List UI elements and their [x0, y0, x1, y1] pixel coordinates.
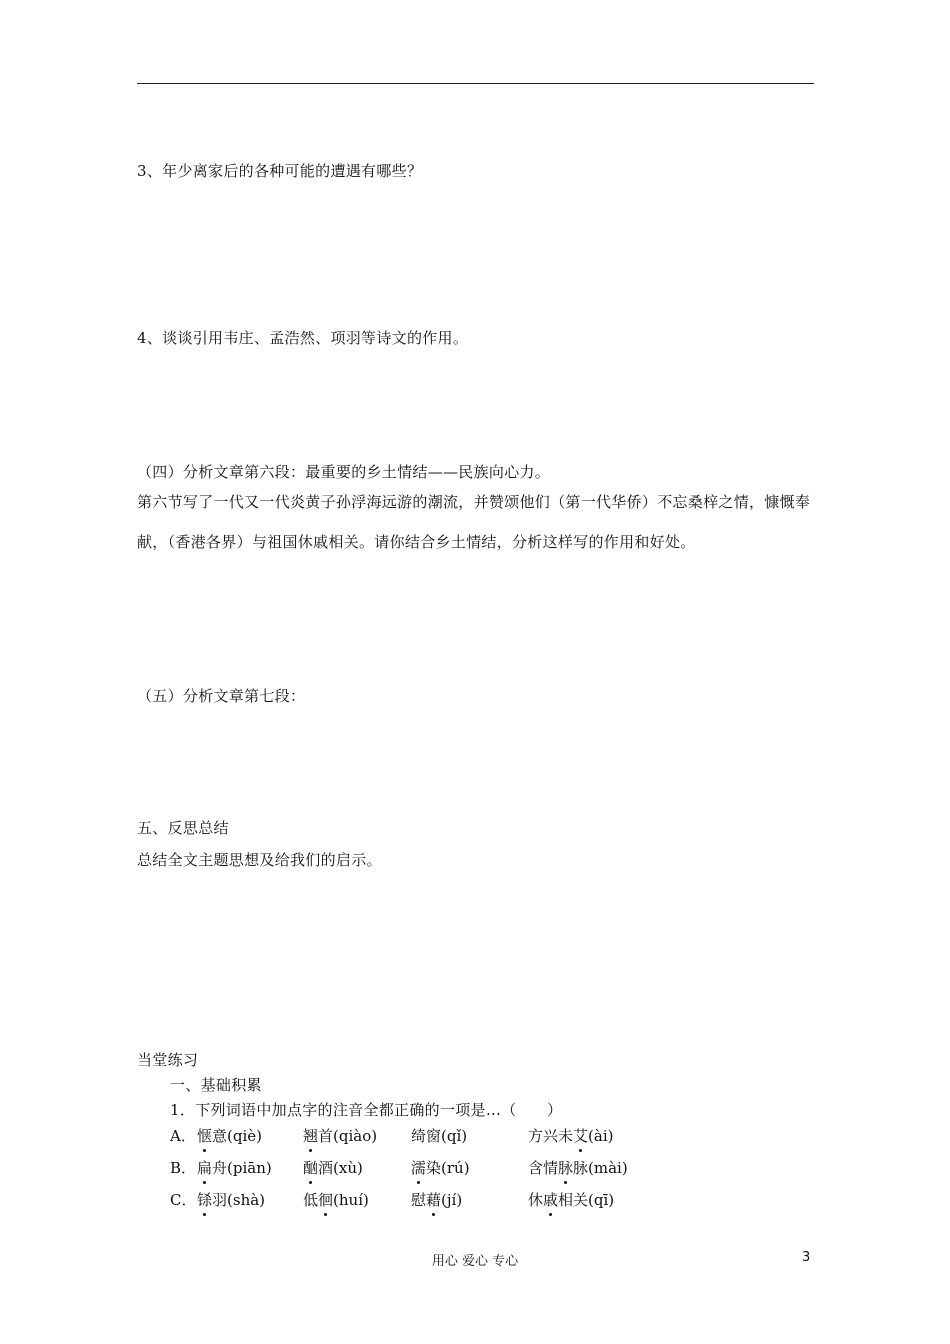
option-term: 铩羽(shà) — [197, 1191, 266, 1209]
option-term: 翘首(qiào) — [303, 1127, 378, 1145]
dotted-character: 酗 — [303, 1159, 319, 1177]
dotted-character: 惬 — [197, 1127, 213, 1145]
option-term: 惬意(qiè) — [197, 1127, 262, 1145]
question-3: 3、年少离家后的各种可能的遭遇有哪些？ — [137, 162, 423, 180]
dotted-character: 戚 — [543, 1191, 559, 1209]
option-term: 酗酒(xù) — [303, 1159, 363, 1177]
option-label: B． — [170, 1159, 197, 1177]
dotted-character: 濡 — [411, 1159, 427, 1177]
dotted-character: 藉 — [426, 1191, 442, 1209]
practice-subtitle: 一、基础积累 — [170, 1076, 262, 1094]
option-term: 扁舟(piān) — [197, 1159, 272, 1177]
question-4: 4、谈谈引用韦庄、孟浩然、项羽等诗文的作用。 — [137, 329, 469, 347]
option-term: 绮窗(qǐ) — [411, 1127, 468, 1145]
practice-title: 当堂练习 — [137, 1051, 199, 1069]
page-number: 3 — [802, 1250, 811, 1265]
option-term: 含情脉脉(mài) — [528, 1159, 628, 1177]
header-rule — [137, 83, 814, 84]
dotted-character: 脉 — [558, 1159, 574, 1177]
dotted-character: 铩 — [197, 1191, 213, 1209]
option-term: 濡染(rú) — [411, 1159, 470, 1177]
option-term: 低徊(huí) — [303, 1191, 369, 1209]
option-term: 方兴未艾(ài) — [528, 1127, 614, 1145]
section-4-heading: （四）分析文章第六段：最重要的乡土情结——民族向心力。 — [137, 463, 551, 481]
practice-question: 1．下列词语中加点字的注音全都正确的一项是…（ ） — [170, 1101, 563, 1119]
dotted-character: 翘 — [303, 1127, 319, 1145]
dotted-character: 扁 — [197, 1159, 213, 1177]
dotted-character: 艾 — [573, 1127, 589, 1145]
option-term: 慰藉(jí) — [411, 1191, 463, 1209]
option-label: A． — [170, 1127, 196, 1145]
reflection-heading: 五、反思总结 — [137, 819, 229, 837]
section-4-body: 第六节写了一代又一代炎黄子孙浮海远游的潮流，并赞颂他们（第一代华侨）不忘桑梓之情，慷慨奉献，（香港各界）与祖国休戚相关。请你结合乡土情结，分析这样写的作用和好处。 — [137, 493, 811, 551]
footer-text: 用心 爱心 专心 — [431, 1254, 519, 1269]
dotted-character: 徊 — [318, 1191, 334, 1209]
option-label: C． — [170, 1191, 197, 1209]
section-5-heading: （五）分析文章第七段： — [137, 687, 306, 705]
reflection-body: 总结全文主题思想及给我们的启示。 — [137, 851, 382, 869]
option-term: 休戚相关(qī) — [528, 1191, 615, 1209]
